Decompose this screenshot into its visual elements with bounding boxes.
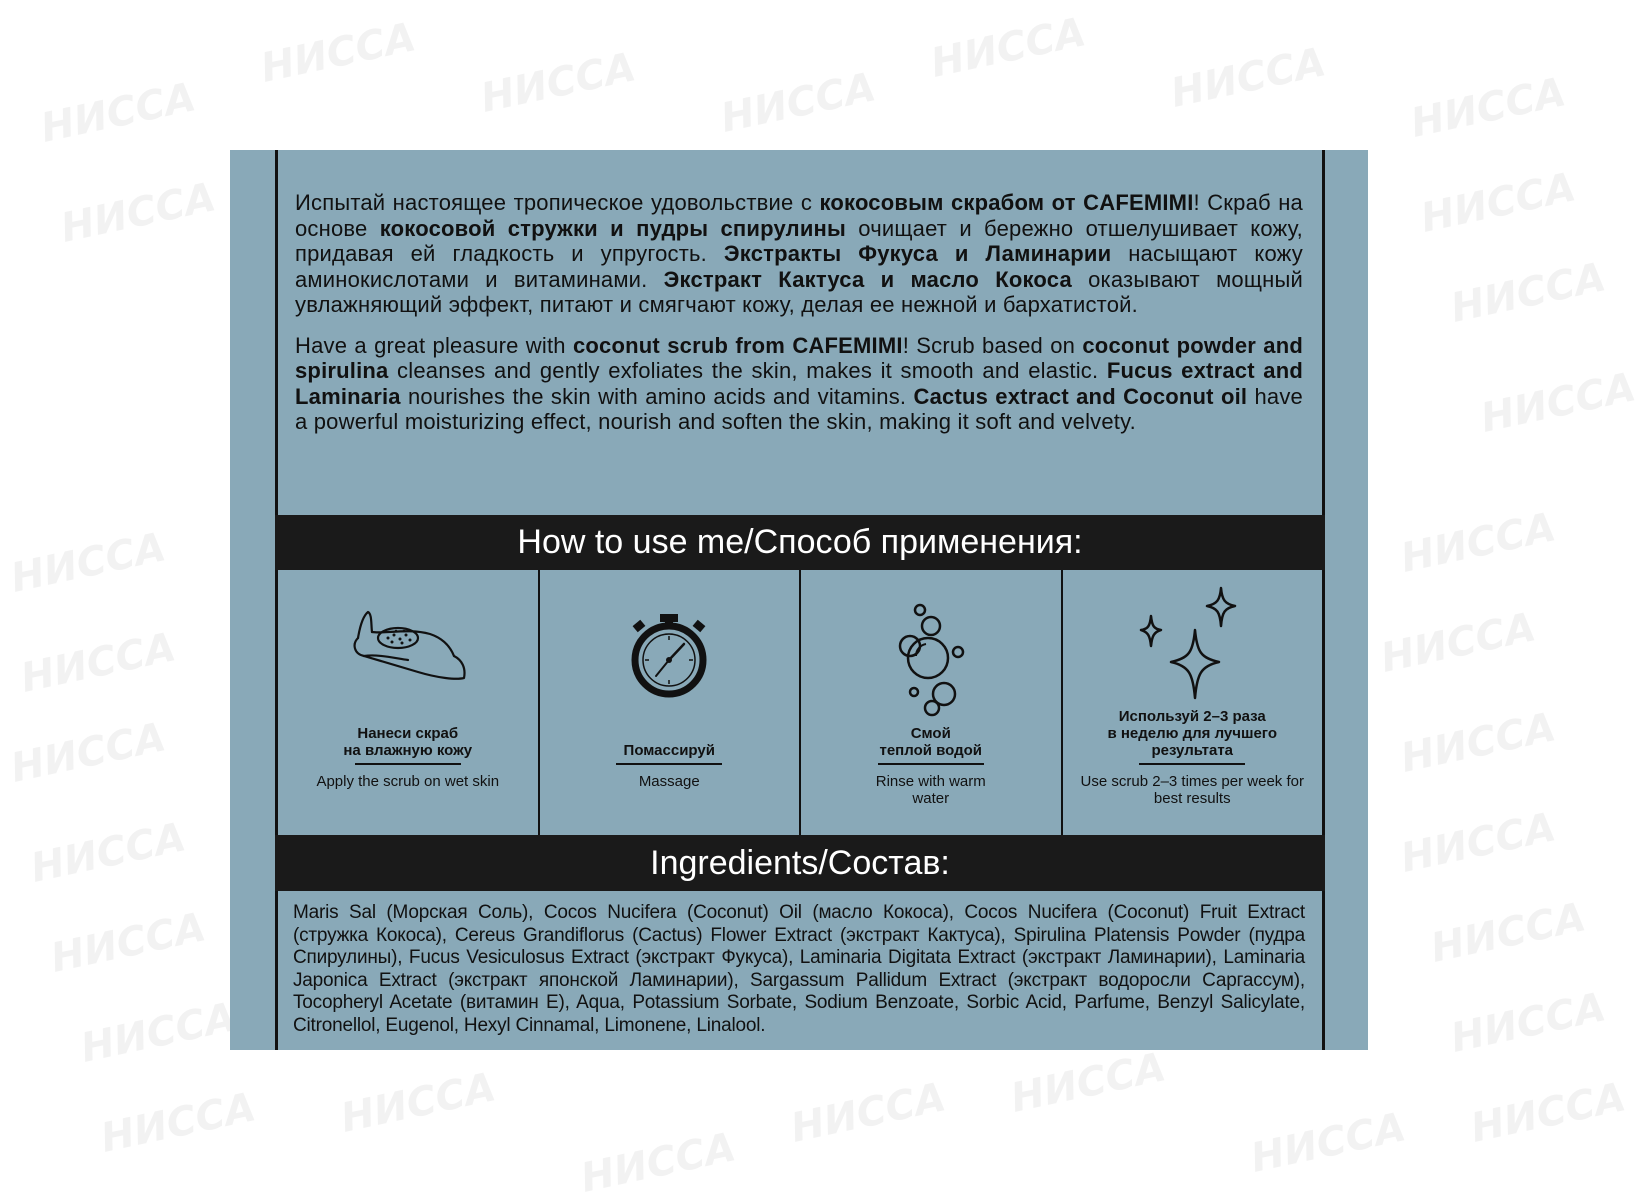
body-text: ! Скраб на основе bbox=[295, 190, 1303, 241]
highlight-text: Fucus extract and Laminaria bbox=[295, 358, 1303, 409]
step-massage bbox=[540, 570, 802, 835]
product-label bbox=[230, 150, 1368, 1050]
watermark: НИССА bbox=[1446, 984, 1610, 1062]
highlight-text: coconut powder and spirulina bbox=[295, 332, 1303, 383]
body-text: nourishes the skin with amino acids and vitamins. bbox=[400, 383, 914, 409]
description-ru bbox=[295, 190, 1303, 318]
watermark: НИССА bbox=[476, 44, 640, 122]
watermark: НИССА bbox=[1406, 69, 1570, 147]
usage-steps bbox=[275, 570, 1325, 835]
step-massage-en: Massage bbox=[638, 773, 700, 790]
body-text: cleanses and gently exfoliates the skin, makes it smooth and elastic. bbox=[388, 358, 1107, 383]
highlight-text: Cactus extract and Coconut oil bbox=[913, 383, 1248, 409]
body-text: насыщают кожу аминокислотами и витаминами. bbox=[295, 241, 1303, 292]
ingredients-title: Ingredients/Состав: bbox=[650, 844, 950, 882]
watermark: НИССА bbox=[1396, 804, 1560, 882]
watermark: НИССА bbox=[336, 1064, 500, 1142]
step-rinse bbox=[801, 570, 1063, 835]
watermark: НИССА bbox=[26, 814, 190, 892]
step-apply bbox=[278, 570, 540, 835]
step-repeat-en: Use scrub 2–3 times per week for best results bbox=[1080, 773, 1304, 807]
how-to-use-title: How to use me/Способ применения: bbox=[517, 523, 1083, 561]
step-apply-ru: Нанеси скраб на влажную кожу bbox=[343, 725, 473, 759]
ingredients-list: Maris Sal (Морская Соль), Cocos Nucifera (Coconut) Oil (масло Кокоса), Cocos Nucifera (Coconut) Fruit Extract (стружка Кокоса), Cereus Grandiflorus (Cactus) Flower Extract (экстракт Кактуса), Spirulina Platensis Powder (пудра Спирулины), Fucus Vesiculosus Extract (экстракт Фукуса), Laminaria Digitata Extract (экстракт Ламинарии), Laminaria Japonica Extract (экстракт японской Ламинарии), Sargassum Pallidum Extract (экстракт водоросли Саргассум), Tocopheryl Acetate (витамин Е), Aqua, Potassium Sorbate, Sodium Benzoate, Sorbic Acid, Parfume, Benzyl Salicylate, Citronellol, Eugenol, Hexyl Cinnamal, Limonene, Linalool. bbox=[293, 902, 1305, 1036]
highlight-text: Экстракты Фукуса и Ламинарии bbox=[723, 241, 1112, 266]
body-text: Испытай настоящее тропическое удовольствие с bbox=[295, 190, 820, 215]
watermark: НИССА bbox=[96, 1084, 260, 1162]
step-repeat-ru: Используй 2–3 раза в неделю для лучшего результата bbox=[1107, 708, 1278, 759]
body-text: очищает и бережно отшелушивает кожу, придавая ей гладкость и упругость. bbox=[295, 215, 1303, 266]
watermark: НИССА bbox=[56, 174, 220, 252]
highlight-text: кокосовой стружки и пудры спирулины bbox=[379, 215, 847, 241]
watermark: НИССА bbox=[786, 1074, 950, 1152]
body-text: ! Scrub based on bbox=[902, 332, 1083, 358]
body-text: have a powerful moisturizing effect, nourish and soften the skin, making it soft and velvety. bbox=[295, 383, 1303, 434]
watermark: НИССА bbox=[1416, 164, 1580, 242]
watermark: НИССА bbox=[1446, 254, 1610, 332]
ingredients-heading bbox=[275, 835, 1325, 891]
divider bbox=[616, 763, 722, 765]
watermark: НИССА bbox=[1396, 704, 1560, 782]
highlight-text: кокосовым скрабом от CAFEMIMI bbox=[819, 190, 1194, 215]
sparkles-icon bbox=[1063, 586, 1323, 706]
watermark: НИССА bbox=[6, 714, 170, 792]
highlight-text: Экстракт Кактуса и масло Кокоса bbox=[663, 266, 1072, 292]
step-repeat bbox=[1063, 570, 1323, 835]
divider bbox=[878, 763, 984, 765]
watermark: НИССА bbox=[716, 64, 880, 142]
step-rinse-ru: Смой теплой водой bbox=[879, 725, 983, 759]
how-to-use-heading bbox=[275, 515, 1325, 570]
product-description bbox=[295, 190, 1303, 450]
watermark: НИССА bbox=[1166, 39, 1330, 117]
watermark: НИССА bbox=[576, 1124, 740, 1202]
watermark: НИССА bbox=[926, 9, 1090, 87]
watermark: НИССА bbox=[76, 994, 240, 1072]
divider bbox=[1139, 763, 1245, 765]
watermark: НИССА bbox=[46, 904, 210, 982]
watermark: НИССА bbox=[256, 14, 420, 92]
stopwatch-icon bbox=[540, 598, 800, 718]
watermark: НИССА bbox=[1476, 364, 1640, 442]
watermark: НИССА bbox=[1246, 1104, 1410, 1182]
step-massage-ru: Помассируй bbox=[623, 742, 715, 759]
step-apply-en: Apply the scrub on wet skin bbox=[316, 773, 500, 790]
watermark: НИССА bbox=[16, 624, 180, 702]
watermark: НИССА bbox=[6, 524, 170, 602]
watermark: НИССА bbox=[1376, 604, 1540, 682]
description-en bbox=[295, 333, 1303, 435]
watermark: НИССА bbox=[1426, 894, 1590, 972]
watermark: НИССА bbox=[36, 74, 200, 152]
divider bbox=[355, 763, 461, 765]
watermark: НИССА bbox=[1466, 1074, 1630, 1152]
hand-scrub-icon bbox=[278, 598, 538, 718]
highlight-text: coconut scrub from CAFEMIMI bbox=[572, 332, 903, 358]
body-text: Have a great pleasure with bbox=[295, 332, 573, 358]
step-rinse-en: Rinse with warm water bbox=[875, 773, 986, 807]
bubbles-icon bbox=[801, 598, 1061, 718]
watermark: НИССА bbox=[1396, 504, 1560, 582]
body-text: оказывают мощный увлажняющий эффект, питают и смягчают кожу, делая ее нежной и бархатистой. bbox=[295, 266, 1303, 317]
watermark: НИССА bbox=[1006, 1044, 1170, 1122]
